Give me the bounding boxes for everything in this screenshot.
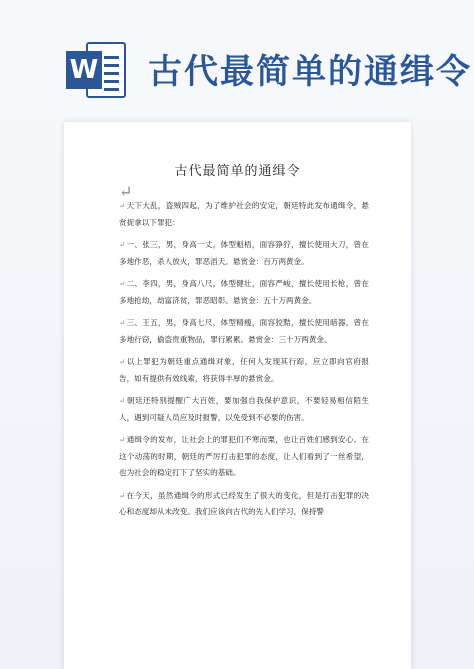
paragraph-mark: ↵	[119, 279, 126, 288]
paragraph-mark: ↵	[119, 357, 126, 366]
paragraph-mark: ↵	[119, 435, 126, 444]
paragraph-zhang-san: ↵一、张三，男，身高一丈，体型魁梧，面容狰狞，擅长使用大刀，曾在多地作恶，杀人放火，罪恶滔天。悬赏金：百万两黄金。	[119, 240, 369, 266]
paragraph-report: ↵以上罪犯为朝廷重点通缉对象，任何人发现其行踪，应立即向官府报告，如有提供有效线索，将获得丰厚的悬赏金。	[119, 357, 369, 383]
paragraph-intro: ↵天下大乱，盗贼四起，为了维护社会的安定，朝廷特此发布通缉令，悬赏捉拿以下罪犯：	[119, 201, 369, 227]
paragraph-mark: ↵	[119, 318, 126, 327]
paragraph-mark: ↵	[119, 201, 126, 210]
document-page	[64, 122, 411, 669]
banner-header	[0, 0, 474, 120]
word-document-icon	[66, 42, 128, 98]
paragraph-mark: ↵	[119, 490, 126, 500]
paragraph-li-si: ↵二、李四，男，身高八尺，体型健壮，面容严峻，擅长使用长枪，曾在多地抢劫，劫富济贫，罪恶昭彰。悬赏金：五十万两黄金。	[119, 279, 369, 305]
empty-paragraph	[119, 182, 369, 201]
paragraph-wang-wu: ↵三、王五，男，身高七尺，体型精瘦，面容狡黠，擅长使用暗器，曾在多地行窃，偷盗贵重物品，罪行累累。悬赏金：三十万两黄金。	[119, 318, 369, 344]
paragraph-mark: ↵	[119, 182, 133, 201]
document-body	[119, 182, 369, 521]
word-badge: W	[66, 51, 102, 89]
paragraph-mark: ↵	[119, 396, 126, 405]
paragraph-today: ↵在今天，虽然通缉令的形式已经发生了很大的变化，但是打击犯罪的决心和态度却从未改变。我们应该向古代的先人们学习，保持警	[119, 490, 369, 516]
document-title: 古代最简单的通缉令	[174, 164, 301, 179]
banner-title: 古代最简单的通缉令	[148, 52, 472, 92]
paragraph-mark: ↵	[119, 240, 126, 249]
paragraph-effect: ↵通缉令的发布，让社会上的罪犯们不寒而栗，也让百姓们感到安心。在这个动荡的时期，朝廷的严厉打击犯罪的态度，让人们看到了一丝希望，也为社会的稳定打下了坚实的基础。	[119, 435, 369, 477]
paragraph-warning: ↵朝廷还特别提醒广大百姓，要加强自我保护意识，不要轻易相信陌生人，遇到可疑人员应及时报警，以免受到不必要的伤害。	[119, 396, 369, 422]
